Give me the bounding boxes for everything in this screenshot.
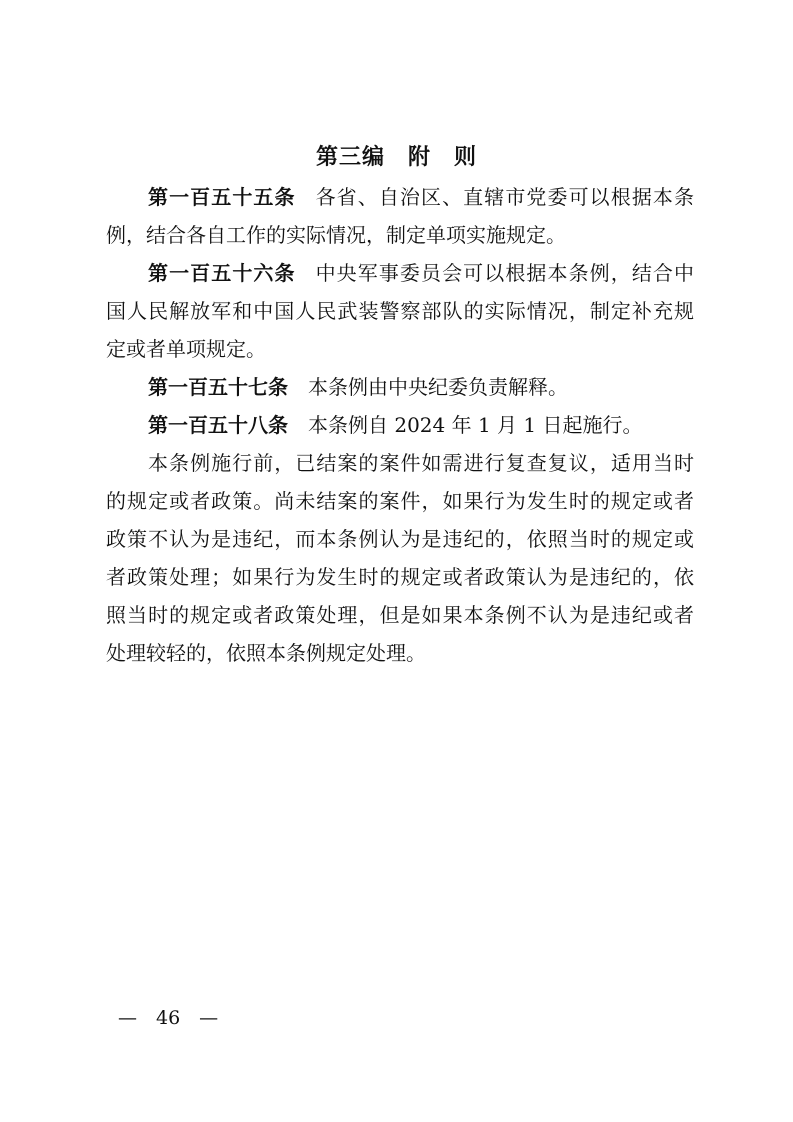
article-156-line: 国人民解放军和中国人民武装警察部队的实际情况，制定补充规	[106, 299, 694, 323]
article-156-label: 第一百五十六条	[148, 261, 296, 285]
article-157-label: 第一百五十七条	[148, 375, 288, 399]
closing-paragraph-line: 处理较轻的，依照本条例规定处理。	[106, 641, 426, 665]
article-157-text: 本条例由中央纪委负责解释。	[308, 375, 568, 399]
article-155-text: 各省、自治区、直辖市党委可以根据本条	[315, 185, 695, 209]
closing-paragraph-line: 政策不认为是违纪，而本条例认为是违纪的，依照当时的规定或	[106, 527, 694, 551]
section-title: 第三编 附 则	[315, 144, 477, 170]
article-158-text: 本条例自 2024 年 1 月 1 日起施行。	[308, 413, 643, 437]
article-155-first-line	[106, 178, 694, 216]
document-body	[106, 178, 694, 672]
closing-paragraph-line: 照当时的规定或者政策处理，但是如果本条例不认为是违纪或者	[106, 603, 694, 627]
article-156-line: 定或者单项规定。	[106, 337, 266, 361]
article-157-first-line	[106, 368, 694, 406]
article-158-label: 第一百五十八条	[148, 413, 288, 437]
article-155-label: 第一百五十五条	[148, 185, 296, 209]
article-156-text: 中央军事委员会可以根据本条例，结合中	[315, 261, 695, 285]
article-158-first-line	[106, 406, 694, 444]
article-156-first-line	[106, 254, 694, 292]
page-number: — 46 —	[118, 1007, 219, 1029]
article-155-line: 例，结合各自工作的实际情况，制定单项实施规定。	[106, 223, 566, 247]
closing-paragraph-line: 本条例施行前，已结案的案件如需进行复查复议，适用当时	[148, 451, 694, 475]
closing-paragraph-line: 者政策处理；如果行为发生时的规定或者政策认为是违纪的，依	[106, 565, 694, 589]
closing-paragraph-line: 的规定或者政策。尚未结案的案件，如果行为发生时的规定或者	[106, 489, 694, 513]
